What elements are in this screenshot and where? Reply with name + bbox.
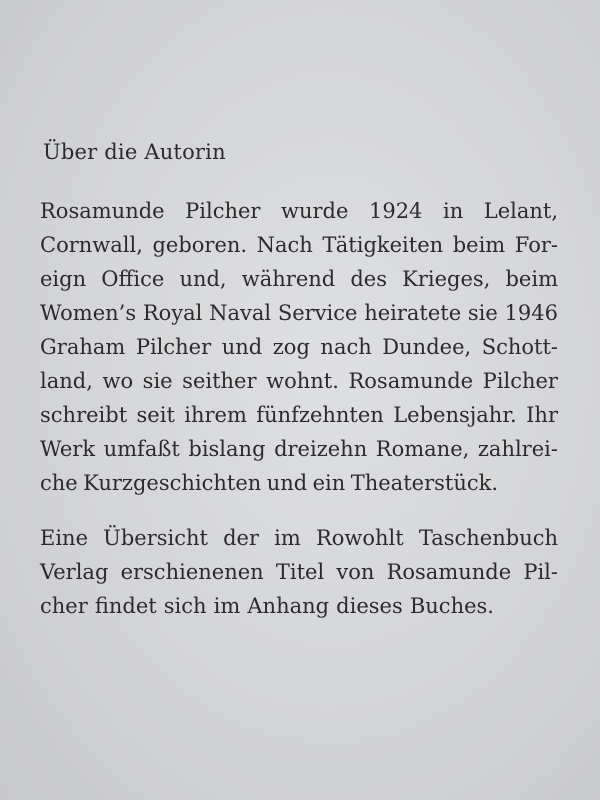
text-line: Werk umfaßt bislang dreizehn Romane, zahlrei- <box>40 437 558 461</box>
text-line: Rosamunde Pilcher wurde 1924 in Lelant, <box>40 199 559 223</box>
section-heading: Über die Autorin <box>43 140 226 164</box>
text-line: land, wo sie seither wohnt. Rosamunde Pilcher <box>40 369 558 393</box>
text-line: Eine Übersicht der im Rowohlt Taschenbuch <box>40 526 559 550</box>
text-line: Verlag erschienenen Titel von Rosamunde Pil- <box>40 560 558 584</box>
text-line: Cornwall, geboren. Nach Tätigkeiten beim For- <box>40 233 558 257</box>
text-line: Graham Pilcher und zog nach Dundee, Schott- <box>40 335 559 359</box>
text-line: che Kurzgeschichten und ein Theaterstück. <box>40 471 499 495</box>
text-line: eign Office und, während des Krieges, beim <box>40 267 558 291</box>
text-line: cher findet sich im Anhang dieses Buches. <box>40 594 494 618</box>
text-line: Women’s Royal Naval Service heiratete sie 1946 <box>40 301 558 325</box>
text-line: schreibt seit ihrem fünfzehnten Lebensjahr. Ihr <box>40 403 558 427</box>
